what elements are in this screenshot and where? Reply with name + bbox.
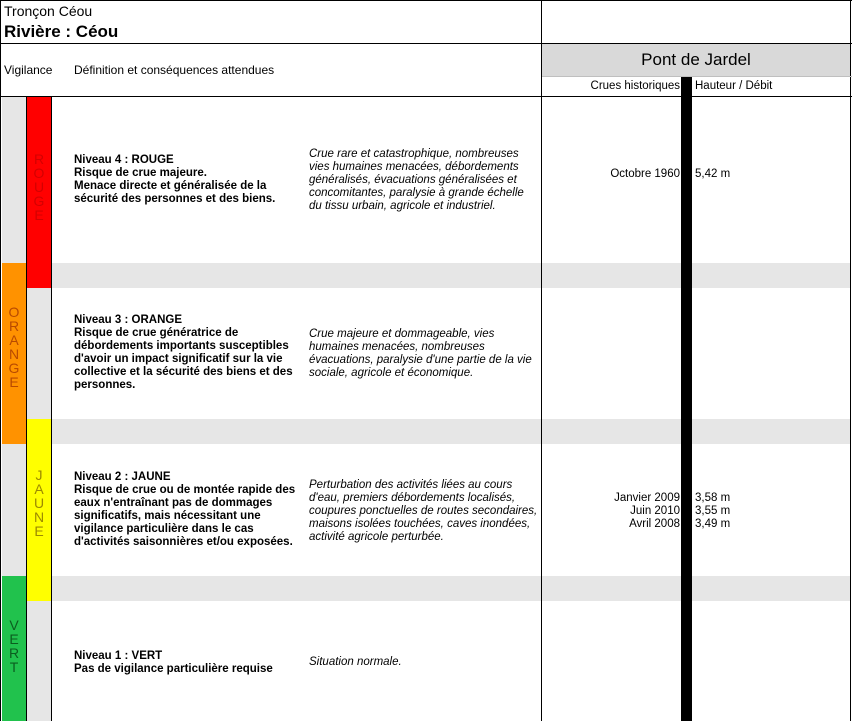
level2-definition: Niveau 2 : JAUNE Risque de crue ou de montée rapide des eaux n'entraînant pas de dommages significatifs, mais nécessitant une vigilance particulière dans le cas d'activités saisonnières et/ou exposées. — [74, 471, 296, 548]
crue-date: Avril 2008 — [629, 518, 680, 530]
border-right — [850, 0, 851, 721]
level2-title: Niveau 2 : JAUNE — [74, 471, 171, 483]
header-divider-2 — [0, 96, 852, 97]
vert-vertical-label: V E R T — [8, 617, 20, 675]
crue-hauteur: 3,55 m — [695, 505, 731, 517]
station-subheader-line — [542, 76, 852, 77]
definitions-right-border — [541, 0, 542, 721]
level4-consequences: Crue rare et catastrophique, nombreuses vies humaines menacées, débordements généralisés, évacuations généralisées et concomitantes, paralysie à grande échelle du tissu urbain, agricole et industriel. — [309, 148, 524, 212]
crues-divider-bar — [681, 76, 692, 721]
header-divider-1 — [0, 43, 852, 44]
level1-title: Niveau 1 : VERT — [74, 650, 163, 662]
col-definition-header: Définition et conséquences attendues — [74, 63, 275, 77]
orange-vertical-label: O R A N G E — [8, 304, 20, 390]
level3-title: Niveau 3 : ORANGE — [74, 314, 182, 326]
level4-definition: Niveau 4 : ROUGE Risque de crue majeure. Menace directe et généralisée de la sécurité des personnes et des biens. — [74, 154, 276, 205]
separator-band-1 — [52, 263, 850, 288]
crue-row — [560, 518, 680, 531]
crue-date: Janvier 2009 — [614, 492, 680, 504]
vigilance-col1-grey-top — [2, 97, 26, 263]
jaune-vertical-label: J A U N E — [33, 467, 45, 539]
level2-consequences: Perturbation des activités liées au cours d'eau, premiers débordements localisés, coupures ponctuelles de routes secondaires, maisons isolées touchées, caves inondées, activité agricole perturbée. — [309, 479, 538, 543]
vigilance-col-line-b — [51, 97, 52, 721]
riviere-title: Rivière : Céou — [4, 22, 119, 41]
crue-date: Juin 2010 — [630, 505, 680, 517]
rouge-vertical-label: R O U G E — [33, 151, 45, 223]
border-top — [0, 0, 852, 1]
level3-consequences: Crue majeure et dommageable, vies humaines menacées, nombreuses évacuations, paralysie d'une partie de la vie sociale, agricole et économique. — [309, 328, 532, 379]
crue-row — [560, 505, 680, 518]
level3-definition: Niveau 3 : ORANGE Risque de crue génératrice de débordements importants susceptibles d'avoir un impact significatif sur la vie collective et la sécurité des biens et des personnes. — [74, 314, 293, 391]
vigilance-col2-grey-bottom — [27, 601, 51, 721]
col-hauteur-header: Hauteur / Débit — [695, 80, 773, 92]
level1-consequences: Situation normale. — [309, 656, 402, 668]
station-title: Pont de Jardel — [641, 50, 751, 69]
col-vigilance-header: Vigilance — [4, 63, 53, 77]
separator-band-3 — [52, 576, 850, 601]
vigilance-col2-grey-mid — [27, 288, 51, 419]
crue-date: Octobre 1960 — [610, 168, 680, 180]
separator-band-2 — [52, 419, 850, 444]
border-left — [0, 0, 1, 721]
level1-definition: Niveau 1 : VERT Pas de vigilance particulière requise — [74, 650, 273, 675]
level4-title: Niveau 4 : ROUGE — [74, 154, 174, 166]
crue-hauteur: 5,42 m — [695, 168, 731, 180]
crue-hauteur: 3,49 m — [695, 518, 731, 530]
vigilance-col1-grey-mid — [2, 444, 26, 576]
crue-row — [560, 492, 680, 505]
crue-row — [560, 168, 680, 181]
vigilance-col-line-a — [26, 97, 27, 721]
crue-hauteur: 3,58 m — [695, 492, 731, 504]
troncon-label: Tronçon Céou — [4, 3, 93, 19]
col-crues-header: Crues historiques — [590, 80, 680, 92]
